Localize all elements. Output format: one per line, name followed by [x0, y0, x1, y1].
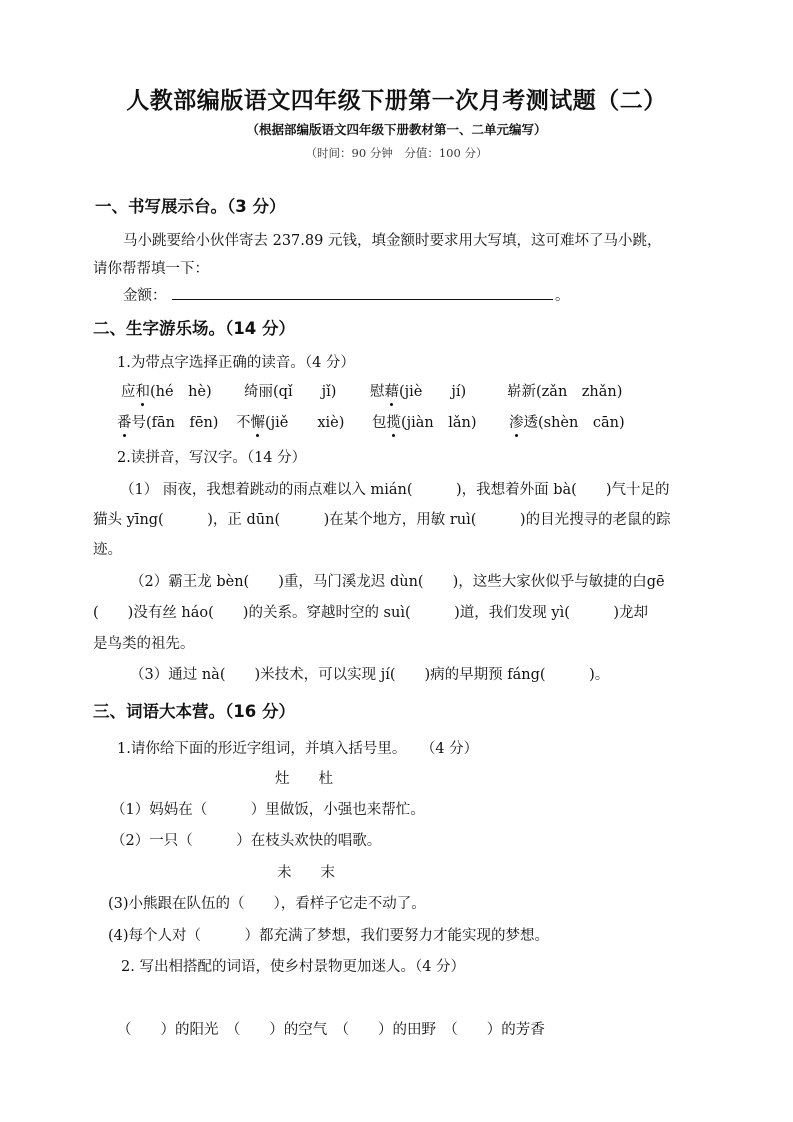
q2-2-p3-line1: （3）通过 nà( )米技术，可以实现 jí( )病的早期预 fáng( )。: [130, 667, 610, 683]
q2-2-p1-line2: 猫头 yīng( )，正 dūn( )在某个地方，用敏 ruì( )的目光搜寻的老鼠的踪: [93, 512, 671, 528]
pinyin-item: 慰藉(jiè jí): [370, 384, 467, 400]
collocations: （ ）的阳光 （ ）的空气 （ ）的田野 （ ）的芳香: [117, 1022, 545, 1038]
q2-2-p1-line1: （1） 雨夜，我想着跳动的雨点难以入 mián( )，我想着外面 bà( )气十足的: [120, 482, 670, 498]
section1-text-line2: 请你帮帮填一下：: [93, 261, 209, 277]
page-title: 人教部编版语文四年级下册第一次月考测试题（二）: [126, 88, 667, 114]
section3-heading: 三、词语大本营。（16 分）: [93, 702, 295, 721]
section1-text-line1: 马小跳要给小伙伴寄去 237.89 元钱，填金额时要求用大写填，这可难坏了马小跳，: [123, 233, 662, 249]
page-subtitle: （根据部编版语文四年级下册教材第一、二单元编写）: [246, 122, 547, 137]
q2-2-title: 2.读拼音，写汉字。（14 分）: [117, 450, 307, 466]
q2-2-p1-line3: 迹。: [93, 542, 122, 558]
q2-1-title: 1.为带点字选择正确的读音。（4 分）: [117, 355, 355, 371]
q3-1-title: 1.请你给下面的形近字组词，并填入括号里。 （4 分）: [117, 741, 479, 757]
section2-heading: 二、生字游乐场。（14 分）: [93, 319, 295, 338]
pinyin-item: 崭新(zǎn zhǎn): [507, 384, 623, 400]
pinyin-item: 绮丽(qǐ jǐ): [244, 384, 337, 400]
sentence-4: (4)每个人对（ ）都充满了梦想，我们要努力才能实现的梦想。: [108, 928, 550, 944]
pinyin-item: 应和(hé hè): [121, 384, 212, 400]
q3-2-title: 2. 写出相搭配的词语，使乡村景物更加迷人。（4 分）: [121, 959, 466, 975]
q2-2-p2-line3: 是鸟类的祖先。: [93, 636, 195, 652]
pinyin-item: 包揽(jiàn lǎn): [372, 415, 477, 431]
sentence-2: （2）一只（ ）在枝头欢快的唱歌。: [111, 833, 382, 849]
q2-2-p2-line1: （2）霸王龙 bèn( )重，马门溪龙迟 dùn( )，这些大家伙似乎与敏捷的白gē: [130, 574, 665, 590]
amount-label: 金额：: [123, 288, 167, 304]
sentence-1: （1）妈妈在（ ）里做饭，小强也来帮忙。: [111, 802, 425, 818]
amount-answer-line[interactable]: [172, 299, 553, 300]
pinyin-item: 番号(fān fēn): [117, 415, 219, 431]
char-pair-1: 灶 杜: [275, 771, 333, 787]
sentence-3: (3)小熊跟在队伍的（ ），看样子它走不动了。: [108, 896, 426, 912]
q2-2-p2-line2: ( )没有丝 háo( )的关系。穿越时空的 suì( )道，我们发现 yì( )龙却: [93, 605, 649, 621]
amount-end: 。: [555, 288, 570, 304]
char-pair-2: 未 末: [277, 865, 335, 881]
time-info: （时间：90 分钟 分值：100 分）: [305, 146, 488, 160]
pinyin-item: 渗透(shèn cān): [509, 415, 625, 431]
section1-heading: 一、书写展示台。（3 分）: [95, 197, 286, 216]
pinyin-item: 不懈(jiě xiè): [236, 415, 345, 431]
